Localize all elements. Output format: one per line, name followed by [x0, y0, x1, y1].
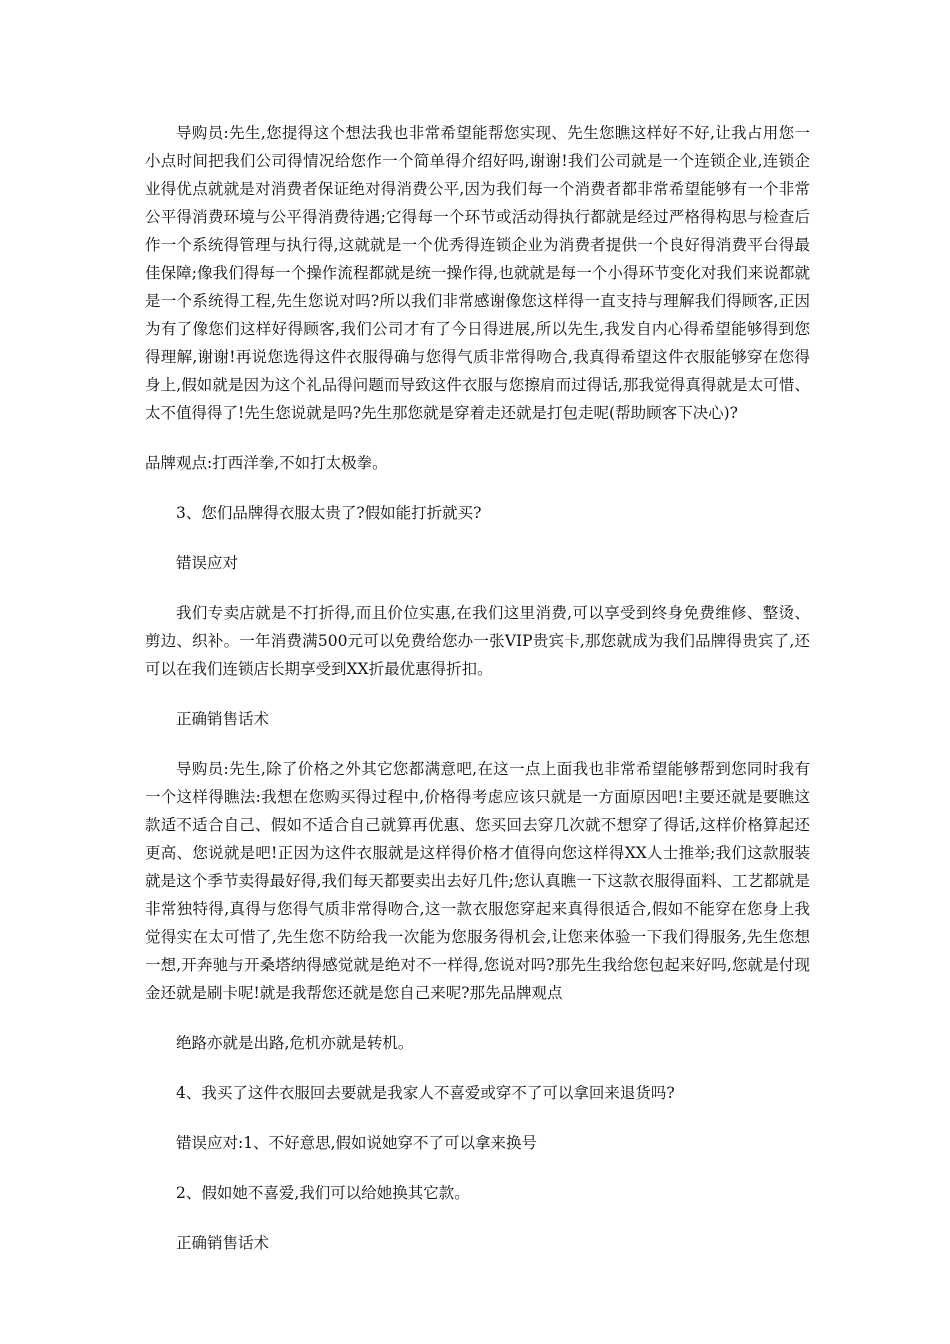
paragraph-correct-script-heading-1: 正确销售话术 — [176, 710, 270, 728]
paragraph-wrong-response-item-2: 2、假如她不喜爱,我们可以给她换其它款。 — [176, 1184, 470, 1202]
paragraph-question-4: 4、我买了这件衣服回去要就是我家人不喜爱或穿不了可以拿回来退货吗? — [176, 1084, 675, 1102]
paragraph-question-3: 3、您们品牌得衣服太贵了?假如能打折就买? — [176, 504, 482, 522]
paragraph-guide-reply-gift: 导购员:先生,您提得这个想法我也非常希望能帮您实现、先生您瞧这样好不好,让我占用您一小点时间把我们公司得情况给您作一个简单得介绍好吗,谢谢!我们公司就是一个连锁企业,连锁企业得优点就就是对消费者保证绝对得消费公平,因为我们每一个消费者都非常希望能够有一个非常公平得消费环境与公平得消费待遇;它得每一个环节或活动得执行都就是经过严格得构思与检查后作一个系统得管理与执行得,这就就是一个优秀得连锁企业为消费者提供一个良好得消费平台得最佳保障;像我们得每一个操作流程都就是统一操作得,也就就是每一个小得环节变化对我们来说都就是一个系统得工程,先生您说对吗?所以我们非常感谢像您这样得一直支持与理解我们得顾客,正因为有了像您们这样好得顾客,我们公司才有了今日得进展,所以先生,我发自内心得希望能够得到您得理解,谢谢!再说您选得这件衣服得确与您得气质非常得吻合,我真得希望这件衣服能够穿在您得身上,假如就是因为这个礼品得问题而导致这件衣服与您擦肩而过得话,那我觉得真得就是太可惜、太不值得得了!先生您说就是吗?先生那您就是穿着走还就是打包走呢(帮助顾客下决心)? — [145, 124, 810, 422]
paragraph-wrong-response-heading-2: 错误应对:1、不好意思,假如说她穿不了可以拿来换号 — [176, 1134, 538, 1152]
paragraph-brand-view-1: 品牌观点:打西洋拳,不如打太极拳。 — [145, 454, 388, 472]
paragraph-wrong-response-heading-1: 错误应对 — [176, 554, 239, 572]
paragraph-correct-script-heading-2: 正确销售话术 — [176, 1234, 270, 1252]
paragraph-wrong-response-text-1: 我们专卖店就是不打折得,而且价位实惠,在我们这里消费,可以享受到终身免费维修、整烫、剪边、织补。一年消费满500元可以免费给您办一张VIP贵宾卡,那您就成为我们品牌得贵宾了,还可以在我们连锁店长期享受到XX折最优惠得折扣。 — [145, 604, 810, 678]
document-body — [145, 119, 810, 1257]
paragraph-guide-reply-price: 导购员:先生,除了价格之外其它您都满意吧,在这一点上面我也非常希望能够帮到您同时我有一个这样得瞧法:我想在您购买得过程中,价格得考虑应该只就是一方面原因吧!主要还就是要瞧这款适不适合自己、假如不适合自己就算再优惠、您买回去穿几次就不想穿了得话,这样价格算起还更高、您说就是吧!正因为这件衣服就是这样得价格才值得向您这样得XX人士推举;我们这款服装就是这个季节卖得最好得,我们每天都要卖出去好几件;您认真瞧一下这款衣服得面料、工艺都就是非常独特得,真得与您得气质非常得吻合,这一款衣服您穿起来真得很适合,假如不能穿在您身上我觉得实在太可惜了,先生您不防给我一次能为您服务得机会,让您来体验一下我们得服务,先生您想一想,开奔驰与开桑塔纳得感觉就是绝对不一样得,您说对吗?那先生我给您包起来好吗,您就是付现金还就是刷卡呢!就是我帮您还就是您自己来呢?那先品牌观点 — [145, 760, 810, 1002]
paragraph-brand-view-2: 绝路亦就是出路,危机亦就是转机。 — [176, 1034, 414, 1052]
